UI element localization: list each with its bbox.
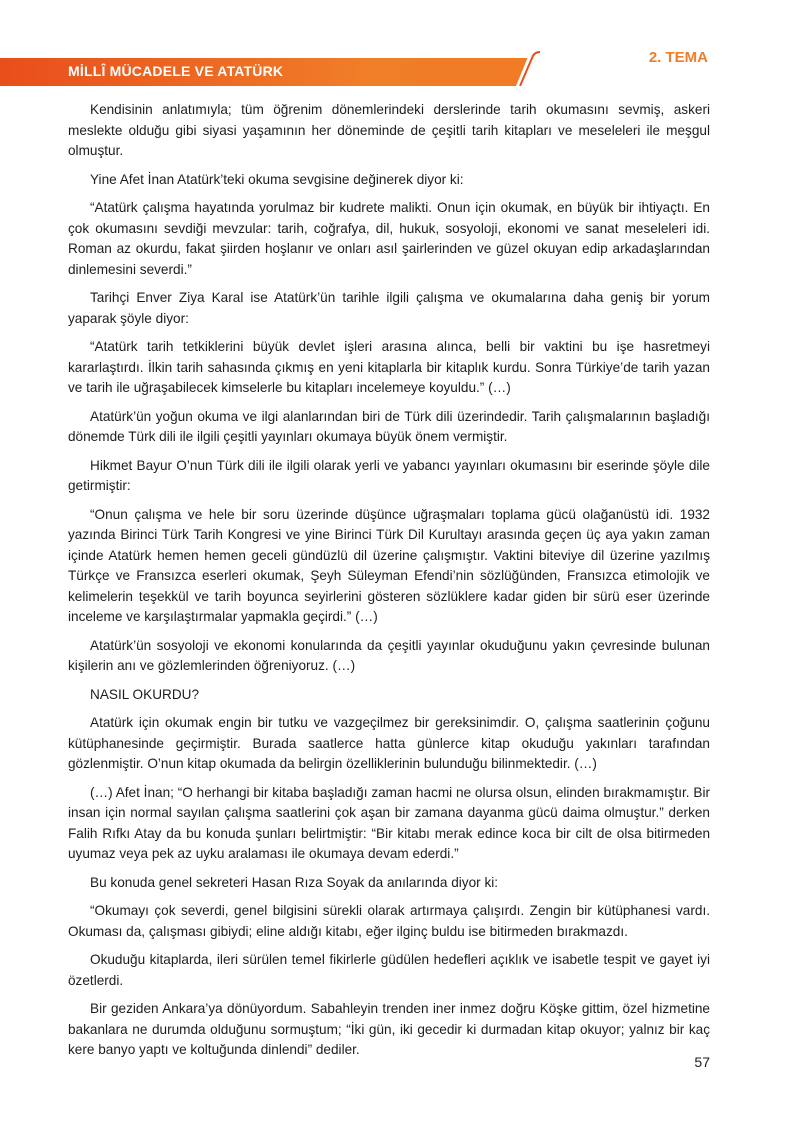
paragraph: Atatürk için okumak engin bir tutku ve vazgeçilmez bir gereksinimdir. O, çalışma saatlerinin çoğunu kütüphanesinde geçirmiştir. Burada saatlerce hatta günlerce kitap okuduğu yakınları tarafından gözlenmiştir. O’nun kitap okumada da belirgin özelliklerinin bulunduğu bilinmektedir. (…) [68,715,710,771]
paragraph: “Okumayı çok severdi, genel bilgisini sürekli olarak artırmaya çalışırdı. Zengin bir kütüphanesi vardı. Okuması da, çalışması gibiydi; eline aldığı kitabı, eğer ilginç buldu ise bitirmeden bırakmazdı. [68,903,710,939]
paragraph: Bu konuda genel sekreteri Hasan Rıza Soyak da anılarında diyor ki: [90,874,499,890]
paragraph: Yine Afet İnan Atatürk’teki okuma sevgisine değinerek diyor ki: [90,171,464,187]
page-number: 57 [694,1054,710,1070]
body-text [68,100,710,1069]
paragraph: Atatürk’ün sosyoloji ve ekonomi konularında da çeşitli yayınlar okuduğunu yakın çevresinde bulunan kişilerin anı ve gözlemlerinden öğreniyoruz. (…) [68,637,710,673]
page-header [0,0,800,90]
paragraph: “Atatürk çalışma hayatında yorulmaz bir kudrete malikti. Onun için okumak, en büyük bir ihtiyaçtı. En çok okumasını sevdiği mevzular: tarih, coğrafya, dil, hukuk, sosyoloji, ekonomi ve sanat meseleleri idi. Roman az okurdu, fakat şiirden hoşlanır ve onları asıl şairlerinden ve güzel okuyan edip arkadaşlarından dinlemesini severdi.” [68,200,710,277]
paragraph: “Atatürk tarih tetkiklerini büyük devlet işleri arasına alınca, belli bir vaktini bu işe hasretmeyi kararlaştırdı. İlkin tarih sahasında çıkmış en yeni kitaplarla bir kitaplık kurdu. Sonra Türkiye’de tarih yazan ve tarih ile uğraşabilecek kimselerle bu kitapları incelemeye koyuldu.” (…) [68,339,710,395]
theme-label: 2. TEMA [648,49,708,66]
paragraph: Hikmet Bayur O’nun Türk dili ile ilgili olarak yerli ve yabancı yayınları okumasını bir eserinde şöyle dile getirmiştir: [68,457,710,493]
paragraph: Okuduğu kitaplarda, ileri sürülen temel fikirlerle güdülen hedefleri açıklık ve isabetle tespit ve gayet iyi özetlerdi. [68,952,710,988]
paragraph: (…) Afet İnan; “O herhangi bir kitaba başladığı zaman hacmi ne olursa olsun, elinden bırakmamıştır. Bir insan için normal sayılan çalışma saatlerini çok aşan bir zamana dayanma gücü daima olmuştur.” derken Falih Rıfkı Atay da bu konuda şunları belirtmiştir: “Bir kitabı merak edince koca bir cilt de olsa bitirmeden uyumaz veya pek az uyku aralaması ile okumaya devam ederdi.” [68,784,710,861]
subheading: NASIL OKURDU? [90,686,200,702]
section-title: MİLLÎ MÜCADELE VE ATATÜRK [68,63,284,79]
paragraph: Atatürk’ün yoğun okuma ve ilgi alanlarından biri de Türk dili üzerindedir. Tarih çalışmalarının başladığı dönemde Türk dili ile ilgili çeşitli yayınları okumaya büyük önem vermiştir. [68,408,710,444]
paragraph: Tarihçi Enver Ziya Karal ise Atatürk’ün tarihle ilgili çalışma ve okumalarına daha geniş bir yorum yaparak şöyle diyor: [68,290,710,326]
paragraph: Kendisinin anlatımıyla; tüm öğrenim dönemlerindeki derslerinde tarih okumasını sevmiş, askeri meslekte olduğu gibi siyasi yaşamının her döneminde de çeşitli tarih kitapları ve meseleleri ile meşgul olmuştur. [68,102,710,158]
paragraph: Bir geziden Ankara’ya dönüyordum. Sabahleyin trenden iner inmez doğru Köşke gittim, özel hizmetine bakanlara ne durumda olduğunu sormuştum; “İki gün, iki gecedir ki durmadan kitap okuyor; yalnız bir kaç kere banyo yaptı ve koltuğunda dinlendi” dediler. [68,1001,710,1057]
paragraph: “Onun çalışma ve hele bir soru üzerinde düşünce uğraşmaları toplama gücü olağanüstü idi. 1932 yazında Birinci Türk Tarih Kongresi ve yine Birinci Türk Dil Kurultayı arasında geçen üç aya yakın zaman içinde Atatürk hemen hemen geceli gündüzlü dil üzerine çalışmıştır. Vaktini biteviye dil üzerine yazılmış Türkçe ve Fransızca eserleri okumak, Şeyh Süleyman Efendi’nin sözlüğünden, Fransızca etimolojik ve kelimelerin teşekkül ve tarih boyunca seyirlerini gösteren sözlüklere kadar giden bir sürü eser üzerinde inceleme ve karşılaştırmalar yapmakla geçirdi.” (…) [68,506,710,624]
